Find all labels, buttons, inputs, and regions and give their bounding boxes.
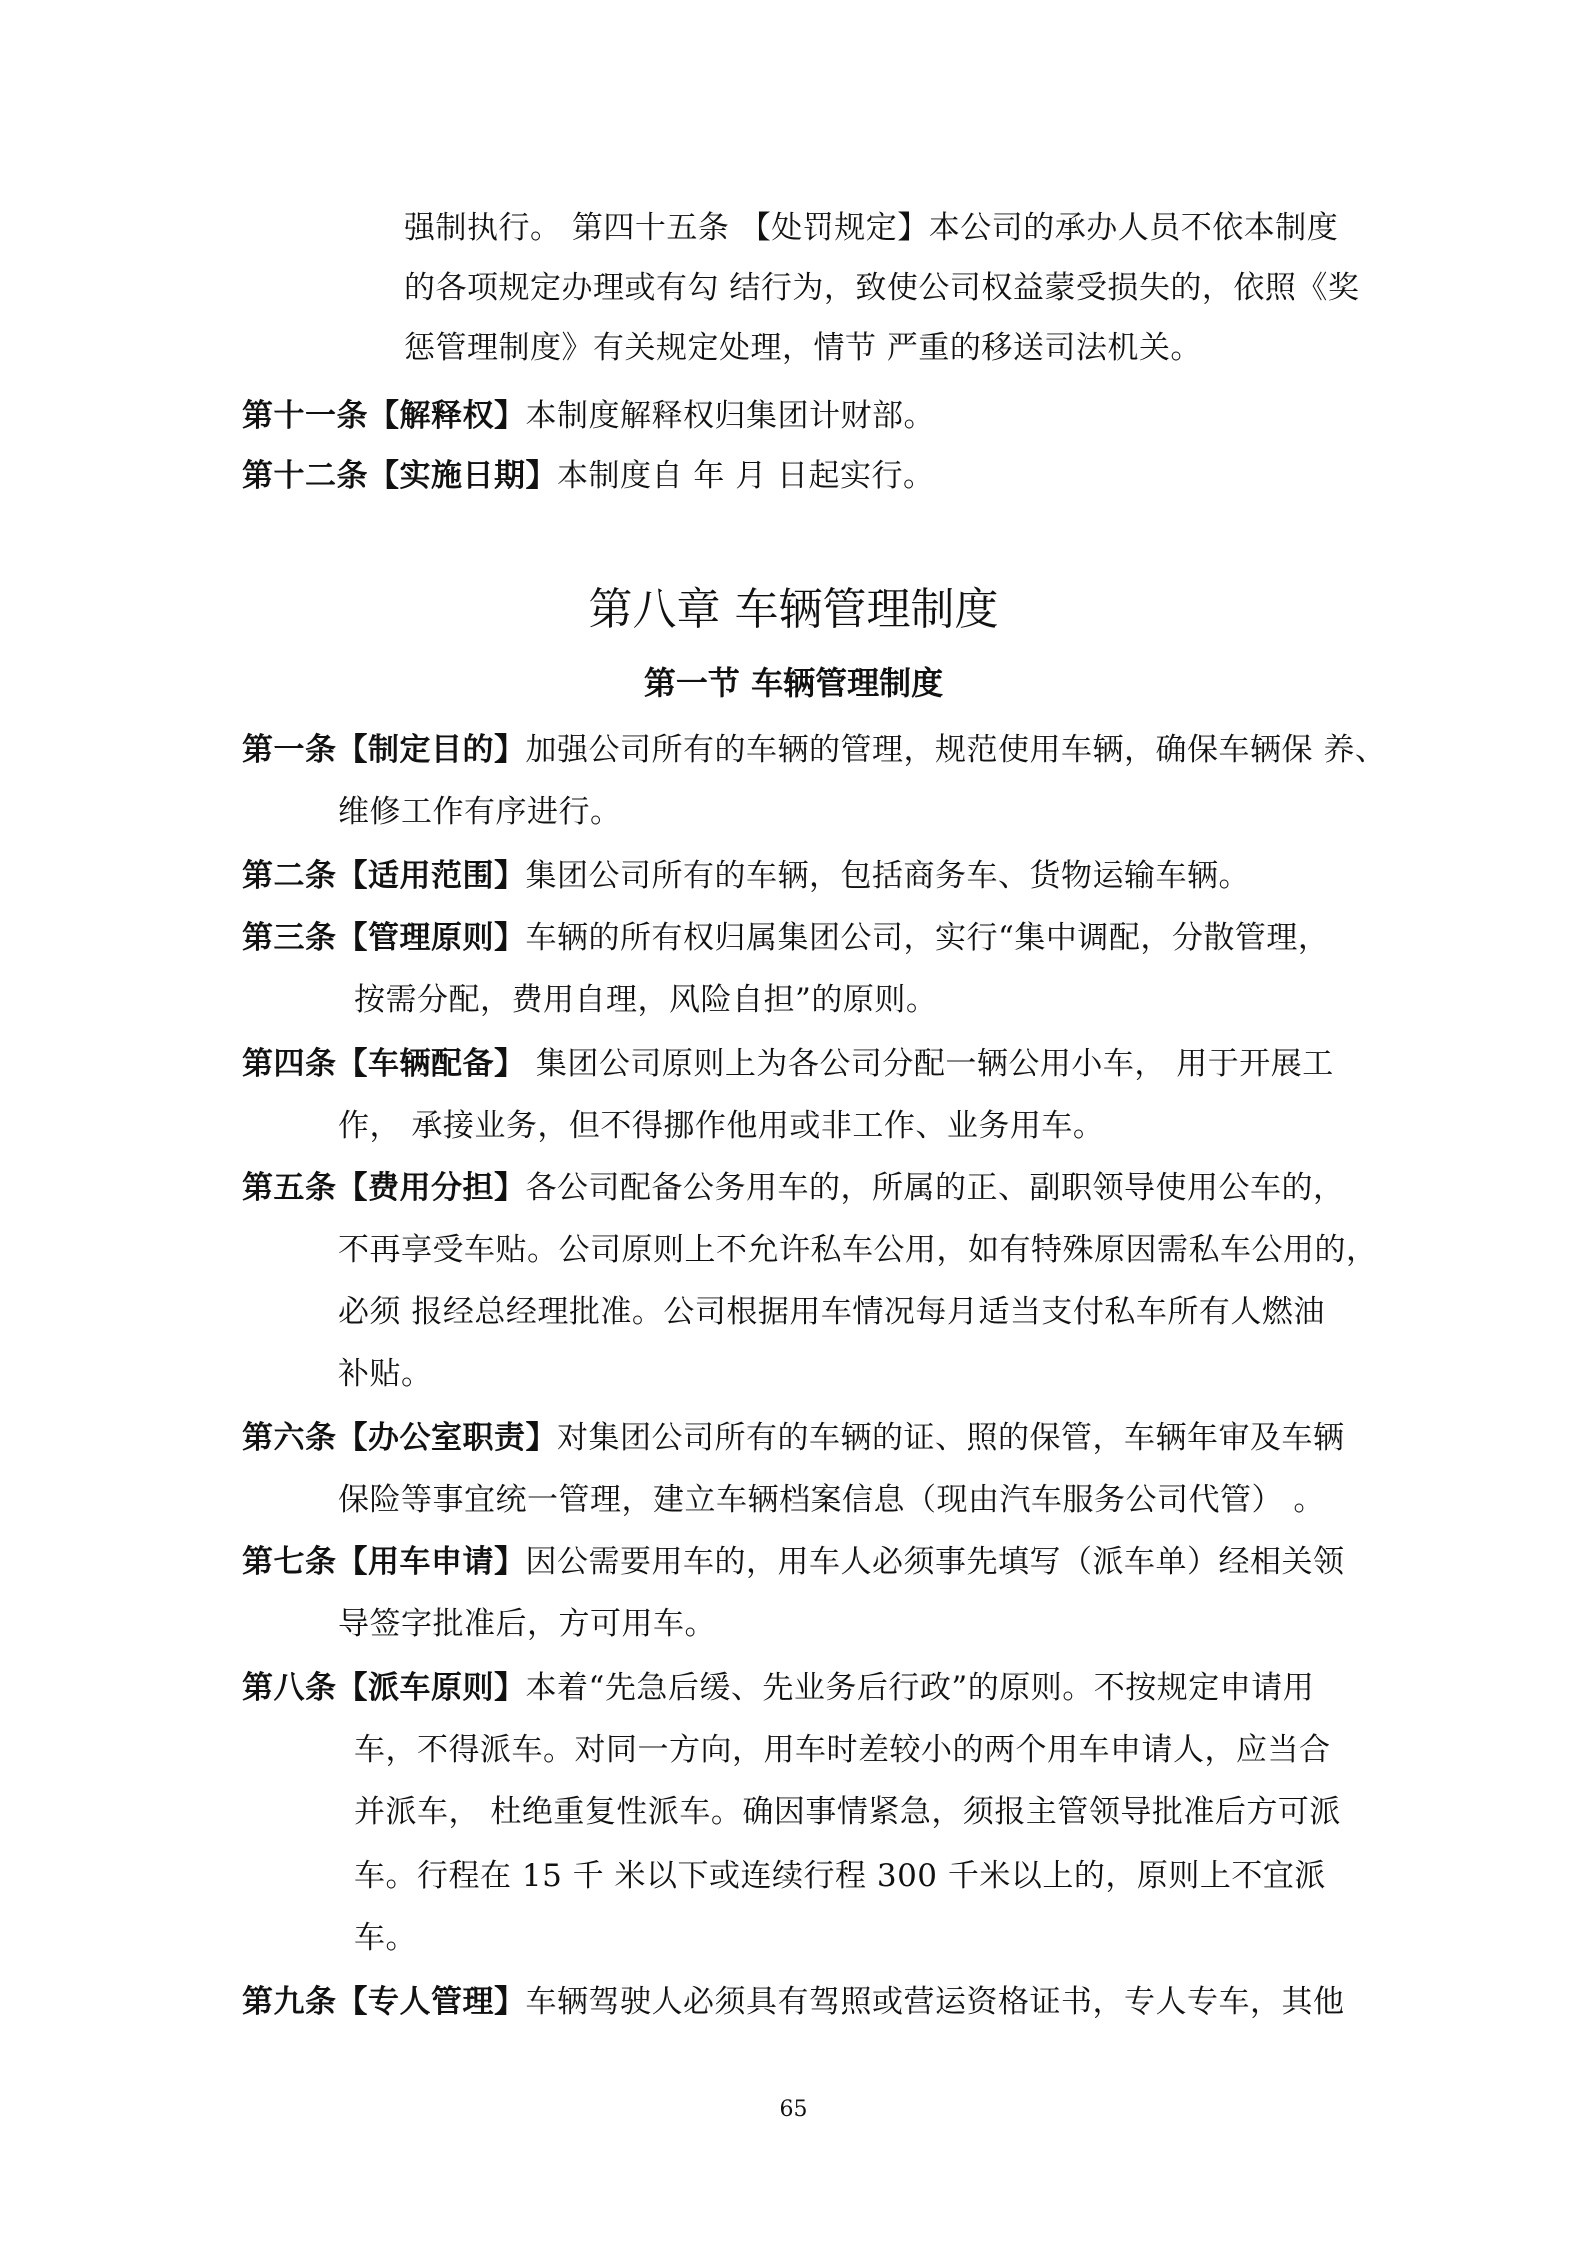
article-text: 车辆驾驶人必须具有驾照或营运资格证书，专人专车，其他 xyxy=(525,1984,1345,2020)
article-continuation: 必须 报经总经理批准。公司根据用车情况每月适当支付私车所有人燃油 xyxy=(338,1294,1325,1330)
article-7 xyxy=(242,1542,1345,1582)
article-label: 第六条【办公室职责】 xyxy=(242,1420,557,1456)
article-12 xyxy=(242,456,935,496)
article-continuation: 车。 xyxy=(354,1920,417,1956)
continuation-line: 的各项规定办理或有勾 结行为，致使公司权益蒙受损失的，依照《奖 xyxy=(404,270,1360,306)
article-text: 集团公司原则上为各公司分配一辆公用小车， 用于开展工 xyxy=(525,1046,1334,1082)
section-title: 第一节 车辆管理制度 xyxy=(643,664,944,702)
article-9 xyxy=(242,1982,1345,2022)
article-8 xyxy=(242,1668,1314,1708)
article-text: 各公司配备公务用车的，所属的正、副职领导使用公车的， xyxy=(525,1170,1345,1206)
article-label: 第二条【适用范围】 xyxy=(242,858,526,894)
article-label: 第十一条【解释权】 xyxy=(242,398,526,434)
article-text: 本着“先急后缓、先业务后行政”的原则。不按规定申请用 xyxy=(525,1670,1315,1706)
article-continuation: 保险等事宜统一管理，建立车辆档案信息（现由汽车服务公司代管） 。 xyxy=(338,1482,1325,1518)
article-1 xyxy=(242,730,1386,770)
article-continuation: 维修工作有序进行。 xyxy=(338,794,622,830)
article-text: 集团公司所有的车辆，包括商务车、货物运输车辆。 xyxy=(525,858,1250,894)
article-label: 第七条【用车申请】 xyxy=(242,1544,526,1580)
article-2 xyxy=(242,856,1250,896)
article-continuation: 车，不得派车。对同一方向，用车时差较小的两个用车申请人，应当合 xyxy=(354,1732,1331,1768)
chapter-title: 第八章 车辆管理制度 xyxy=(588,584,999,635)
article-label: 第十二条【实施日期】 xyxy=(242,458,557,494)
article-continuation: 作， 承接业务，但不得挪作他用或非工作、业务用车。 xyxy=(338,1108,1105,1144)
article-label: 第一条【制定目的】 xyxy=(242,732,526,768)
article-11 xyxy=(242,396,935,436)
article-continuation: 不再享受车贴。公司原则上不允许私车公用，如有特殊原因需私车公用的， xyxy=(338,1232,1378,1268)
article-continuation: 导签字批准后，方可用车。 xyxy=(338,1606,716,1642)
article-continuation: 并派车， 杜绝重复性派车。确因事情紧急，须报主管领导批准后方可派 xyxy=(354,1794,1341,1830)
article-label: 第三条【管理原则】 xyxy=(242,920,526,956)
article-text: 本制度解释权归集团计财部。 xyxy=(525,398,935,434)
article-3 xyxy=(242,918,1329,958)
article-label: 第四条【车辆配备】 xyxy=(242,1046,526,1082)
article-4 xyxy=(242,1044,1334,1084)
article-label: 第八条【派车原则】 xyxy=(242,1670,526,1706)
article-continuation: 补贴。 xyxy=(338,1356,433,1392)
article-text: 加强公司所有的车辆的管理，规范使用车辆，确保车辆保 养、 xyxy=(525,732,1387,768)
article-text: 车辆的所有权归属集团公司，实行“集中调配，分散管理， xyxy=(525,920,1330,956)
continuation-line: 强制执行。 第四十五条 【处罚规定】本公司的承办人员不依本制度 xyxy=(404,210,1339,246)
continuation-line: 惩管理制度》有关规定处理，情节 严重的移送司法机关。 xyxy=(404,330,1202,366)
article-label: 第九条【专人管理】 xyxy=(242,1984,526,2020)
article-text: 本制度自 年 月 日起实行。 xyxy=(557,458,935,494)
page-number: 65 xyxy=(779,2097,808,2122)
article-6 xyxy=(242,1418,1345,1458)
article-text: 对集团公司所有的车辆的证、照的保管，车辆年审及车辆 xyxy=(557,1420,1345,1456)
article-continuation: 按需分配，费用自理，风险自担”的原则。 xyxy=(354,982,938,1018)
article-5 xyxy=(242,1168,1345,1208)
article-continuation: 车。行程在 15 千 米以下或连续行程 300 千米以上的，原则上不宜派 xyxy=(354,1858,1326,1894)
article-label: 第五条【费用分担】 xyxy=(242,1170,526,1206)
article-text: 因公需要用车的，用车人必须事先填写（派车单）经相关领 xyxy=(525,1544,1345,1580)
